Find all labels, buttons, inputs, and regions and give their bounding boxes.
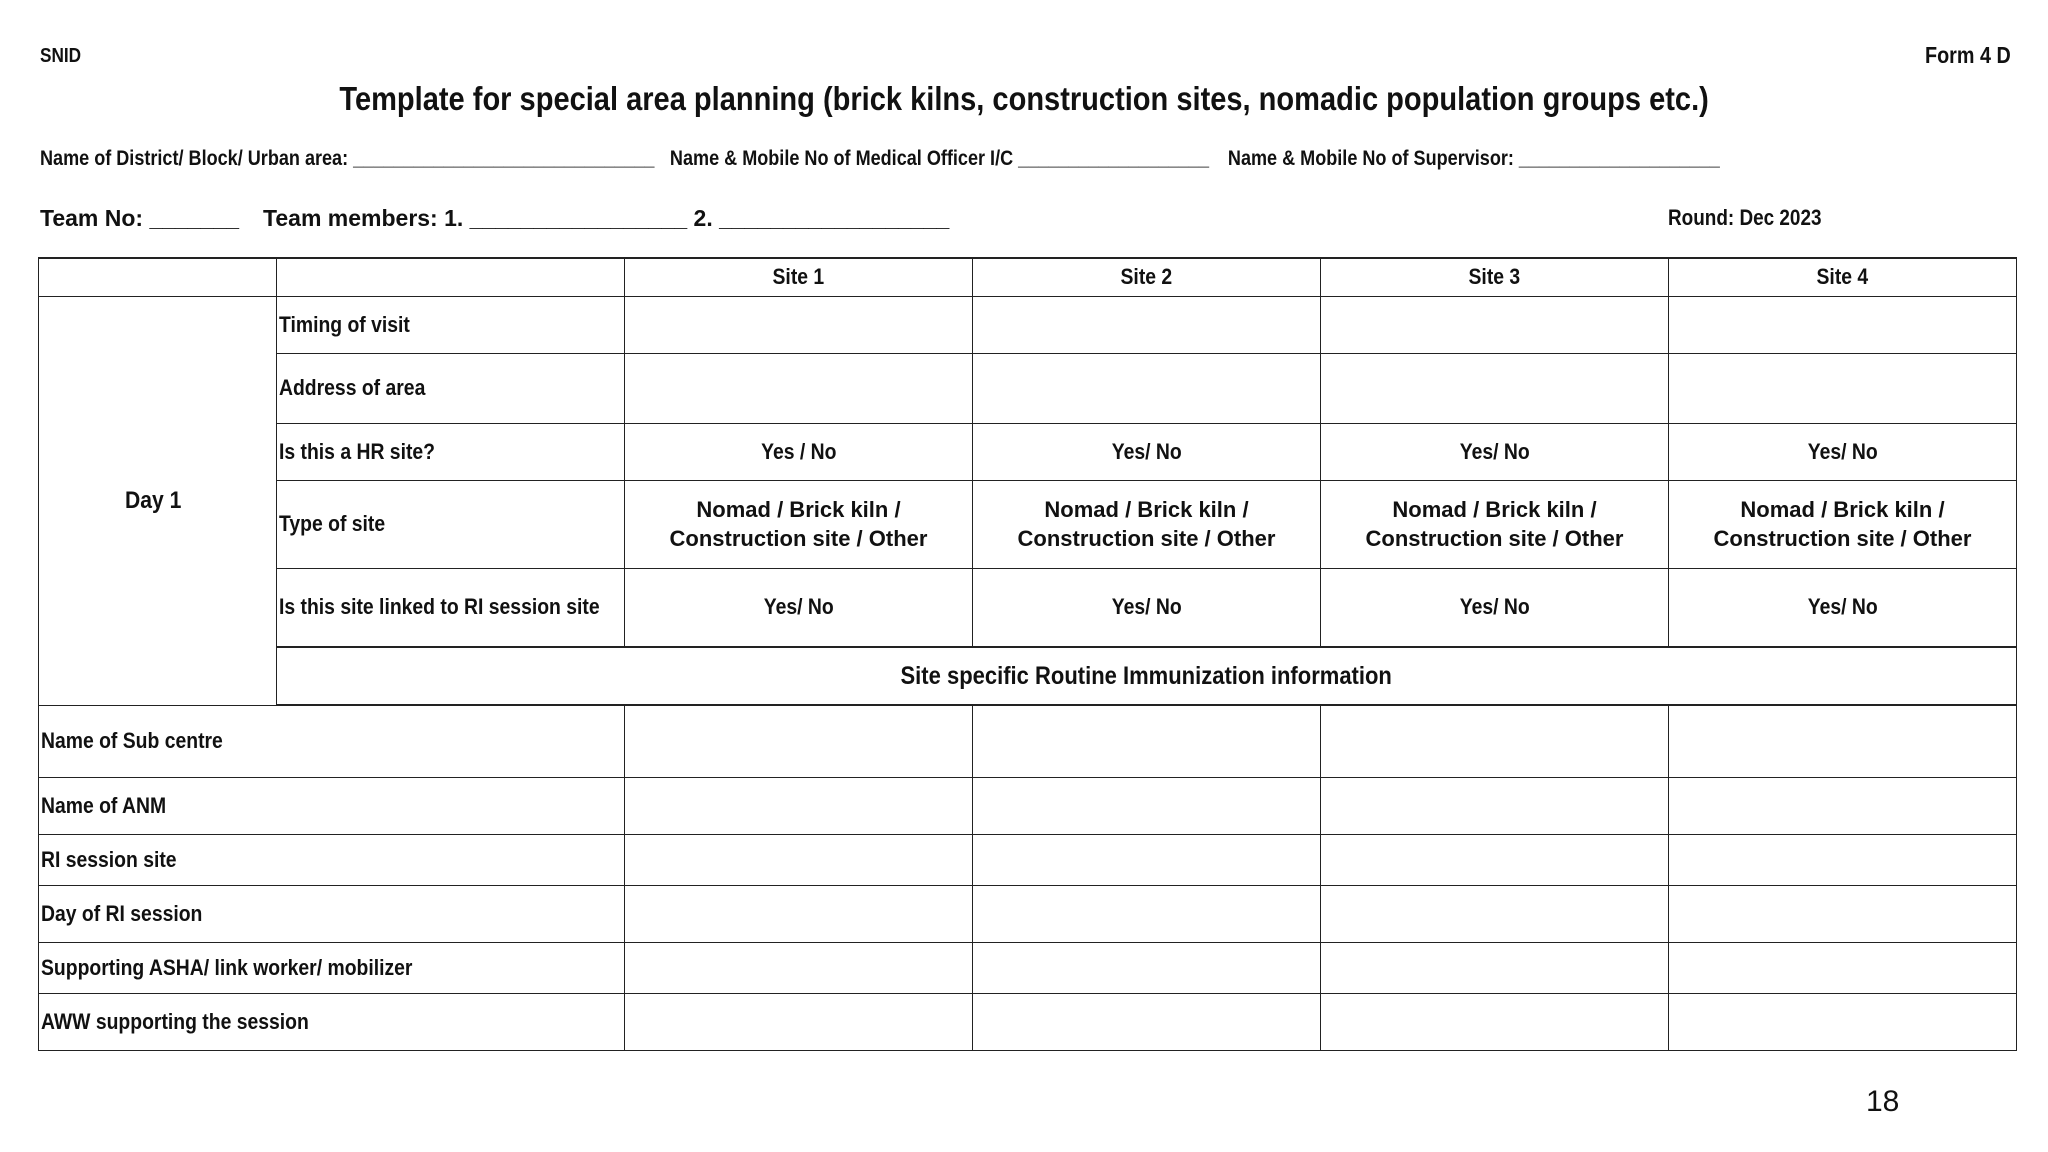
planning-table <box>38 257 2017 1051</box>
yes-no-cell[interactable]: Yes/ No <box>973 423 1321 480</box>
info-line <box>40 147 1993 171</box>
entry-cell[interactable] <box>973 296 1321 353</box>
page-title: Template for special area planning (brick kilns, construction sites, nomadic population groups etc.) <box>339 80 1709 117</box>
site-header: Site 1 <box>625 258 973 296</box>
ri-row-label: Name of Sub centre <box>39 705 625 777</box>
entry-cell[interactable] <box>1321 942 1669 993</box>
ri-row-label: Supporting ASHA/ link worker/ mobilizer <box>39 942 625 993</box>
table-row <box>39 568 2017 647</box>
row-label: Is this site linked to RI session site <box>277 568 625 647</box>
row-label: Type of site <box>277 480 625 568</box>
entry-cell[interactable] <box>1669 296 2017 353</box>
entry-cell[interactable] <box>1669 834 2017 885</box>
page-number: 18 <box>1866 1085 1900 1118</box>
entry-cell[interactable] <box>625 885 973 942</box>
entry-cell[interactable] <box>625 296 973 353</box>
table-row <box>39 353 2017 423</box>
header-blank-cell <box>277 258 625 296</box>
entry-cell[interactable] <box>625 353 973 423</box>
entry-cell[interactable] <box>1669 993 2017 1050</box>
ri-row-label: RI session site <box>39 834 625 885</box>
site-header: Site 3 <box>1321 258 1669 296</box>
entry-cell[interactable] <box>1669 942 2017 993</box>
row-label: Address of area <box>277 353 625 423</box>
medical-officer-field[interactable]: Name & Mobile No of Medical Officer I/C ___________________ <box>669 147 1209 170</box>
entry-cell[interactable] <box>973 834 1321 885</box>
table-row <box>39 993 2017 1050</box>
entry-cell[interactable] <box>1669 885 2017 942</box>
district-field[interactable]: Name of District/ Block/ Urban area: ______________________________ <box>40 147 655 170</box>
entry-cell[interactable] <box>973 705 1321 777</box>
ri-section-title: Site specific Routine Immunization information <box>277 647 2017 705</box>
ri-row-label: Name of ANM <box>39 777 625 834</box>
yes-no-cell[interactable]: Yes/ No <box>1321 568 1669 647</box>
row-label: Is this a HR site? <box>277 423 625 480</box>
table-row <box>39 777 2017 834</box>
table-row <box>39 834 2017 885</box>
entry-cell[interactable] <box>973 885 1321 942</box>
entry-cell[interactable] <box>625 777 973 834</box>
form-code: SNID <box>40 45 82 67</box>
yes-no-cell[interactable]: Yes / No <box>625 423 973 480</box>
entry-cell[interactable] <box>973 942 1321 993</box>
day-label: Day 1 <box>39 296 277 705</box>
ri-row-label: AWW supporting the session <box>39 993 625 1050</box>
entry-cell[interactable] <box>1321 993 1669 1050</box>
form-label: Form 4 D <box>1925 42 2011 68</box>
table-row <box>39 705 2017 777</box>
team-members-field[interactable]: Team members: 1. _________________ 2. __________________ <box>263 205 950 231</box>
site-type-cell[interactable]: Nomad / Brick kiln / Construction site / Other <box>1321 480 1669 568</box>
entry-cell[interactable] <box>973 993 1321 1050</box>
entry-cell[interactable] <box>1321 296 1669 353</box>
entry-cell[interactable] <box>973 353 1321 423</box>
table-row <box>39 480 2017 568</box>
header-blank-cell <box>39 258 277 296</box>
round-label: Round: Dec 2023 <box>1668 205 1822 230</box>
yes-no-cell[interactable]: Yes/ No <box>973 568 1321 647</box>
section-title-row <box>39 647 2017 705</box>
team-line <box>40 205 949 232</box>
entry-cell[interactable] <box>625 942 973 993</box>
ri-row-label: Day of RI session <box>39 885 625 942</box>
site-type-cell[interactable]: Nomad / Brick kiln / Construction site / Other <box>625 480 973 568</box>
team-no-field[interactable]: Team No: _______ <box>40 205 240 231</box>
table-header-row <box>39 258 2017 296</box>
site-type-cell[interactable]: Nomad / Brick kiln / Construction site / Other <box>973 480 1321 568</box>
yes-no-cell[interactable]: Yes/ No <box>1669 423 2017 480</box>
table-row <box>39 885 2017 942</box>
table-row <box>39 423 2017 480</box>
entry-cell[interactable] <box>973 777 1321 834</box>
site-header: Site 2 <box>973 258 1321 296</box>
yes-no-cell[interactable]: Yes/ No <box>1669 568 2017 647</box>
table-row <box>39 296 2017 353</box>
entry-cell[interactable] <box>1669 705 2017 777</box>
yes-no-cell[interactable]: Yes/ No <box>1321 423 1669 480</box>
entry-cell[interactable] <box>1321 834 1669 885</box>
entry-cell[interactable] <box>625 705 973 777</box>
entry-cell[interactable] <box>1669 777 2017 834</box>
site-type-cell[interactable]: Nomad / Brick kiln / Construction site / Other <box>1669 480 2017 568</box>
entry-cell[interactable] <box>625 993 973 1050</box>
yes-no-cell[interactable]: Yes/ No <box>625 568 973 647</box>
entry-cell[interactable] <box>1321 885 1669 942</box>
table-row <box>39 942 2017 993</box>
entry-cell[interactable] <box>1321 353 1669 423</box>
site-header: Site 4 <box>1669 258 2017 296</box>
entry-cell[interactable] <box>1669 353 2017 423</box>
row-label: Timing of visit <box>277 296 625 353</box>
supervisor-field[interactable]: Name & Mobile No of Supervisor: ____________________ <box>1227 147 1720 170</box>
entry-cell[interactable] <box>625 834 973 885</box>
entry-cell[interactable] <box>1321 705 1669 777</box>
entry-cell[interactable] <box>1321 777 1669 834</box>
